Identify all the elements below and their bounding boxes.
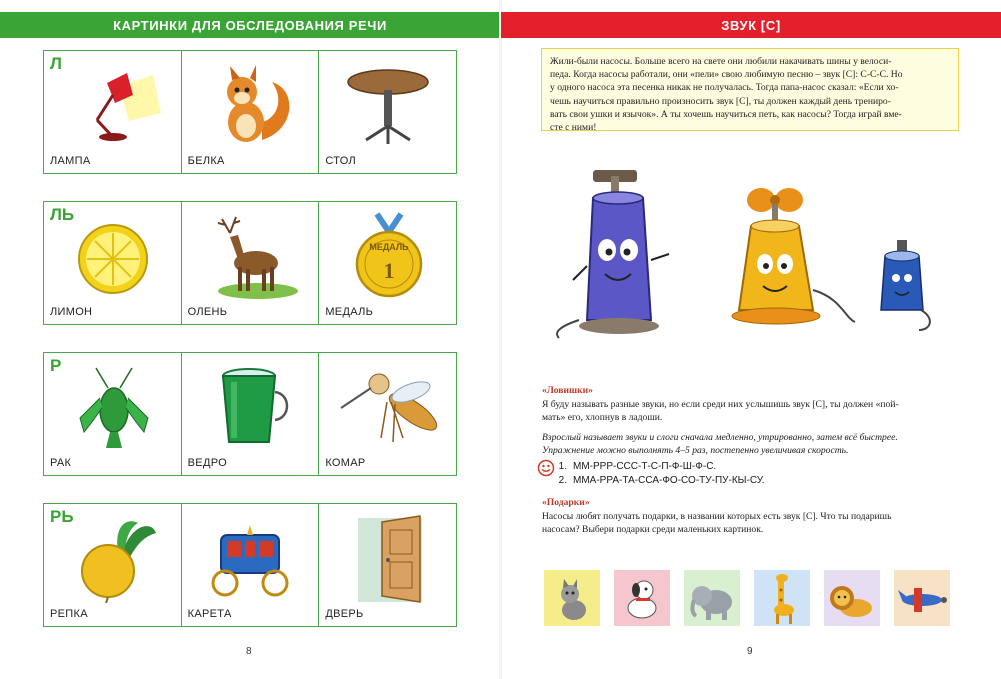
gift-lion[interactable]	[824, 570, 880, 626]
mosquito-icon	[319, 361, 456, 453]
gift-puppy[interactable]	[614, 570, 670, 626]
game-text-line: мать» его, хлопнув в ладоши.	[542, 412, 663, 424]
drill-number: 2.	[558, 474, 567, 486]
giraffe-icon	[754, 570, 810, 626]
card-turnip	[44, 504, 182, 626]
instruction-line: Взрослый называет звуки и слоги сначала медленно, утрированно, затем всё быстрее.	[542, 431, 898, 443]
card-row-r-soft	[43, 503, 457, 627]
card-word: КОМАР	[325, 457, 366, 469]
card-row-l	[43, 50, 457, 174]
letter-label: ЛЬ	[50, 205, 75, 224]
story-line: вать свои ушки и язычок». А ты хочешь научиться петь, как насосы? Тогда играй вме-	[550, 108, 902, 120]
drill-item	[539, 459, 959, 473]
card-word: ЛАМПА	[50, 155, 91, 167]
card-squirrel	[182, 51, 320, 173]
card-word: БЕЛКА	[187, 155, 225, 167]
gift-kitten[interactable]	[544, 570, 600, 626]
drill-text: ММА-РРА-ТА-ССА-ФО-СО-ТУ-ПУ-КЫ-СУ.	[573, 474, 765, 486]
letter-label: Л	[50, 54, 62, 73]
card-word: ОЛЕНЬ	[187, 306, 228, 318]
card-word: ВЕДРО	[187, 457, 227, 469]
drill-list	[539, 459, 959, 487]
card-lamp	[44, 51, 182, 173]
story-line: сте с ними!	[550, 122, 597, 134]
game-text-line: насосам? Выбери подарки среди маленьких картинок.	[542, 524, 764, 536]
card-lemon	[44, 202, 182, 324]
story-line: у одного насоса эта песенка никак не получалась. Тогда папа-насос сказал: «Если хо-	[550, 82, 899, 94]
card-carriage	[182, 504, 320, 626]
card-word: РЕПКА	[50, 608, 88, 620]
instruction-line: Упражнение можно выполнять 4–5 раз, постепенно увеличивая скорость.	[542, 445, 849, 457]
card-row-r	[43, 352, 457, 476]
medal-number: 1	[383, 258, 395, 283]
card-mosquito	[319, 353, 456, 475]
right-page	[501, 0, 1001, 679]
medal-text: МЕДАЛЬ	[369, 242, 409, 252]
right-header: ЗВУК [С]	[501, 12, 1001, 38]
elephant-icon	[684, 570, 740, 626]
card-word: ДВЕРЬ	[325, 608, 364, 620]
card-deer	[182, 202, 320, 324]
game-text-line: Насосы любят получать подарки, в названии которых есть звук [С]. Что ты подаришь	[542, 510, 892, 522]
letter-label: Р	[50, 356, 62, 375]
story-line: педа. Когда насосы работали, они «пели» свою любимую песню – звук [С]: С-С-С. Но	[550, 69, 903, 81]
card-crayfish	[44, 353, 182, 475]
left-page	[0, 0, 500, 679]
deer-icon	[182, 210, 319, 302]
airplane-icon	[894, 570, 950, 626]
game-podarki	[542, 496, 962, 537]
smiley-icon	[537, 459, 555, 477]
card-word: МЕДАЛЬ	[325, 306, 374, 318]
squirrel-icon	[182, 59, 319, 151]
letter-label: РЬ	[50, 507, 74, 526]
table-icon	[319, 59, 456, 151]
bucket-icon	[182, 361, 319, 453]
gift-airplane[interactable]	[894, 570, 950, 626]
card-table	[319, 51, 456, 173]
lion-icon	[824, 570, 880, 626]
card-row-l-soft	[43, 201, 457, 325]
game-lovishki	[542, 384, 962, 458]
card-bucket	[182, 353, 320, 475]
story-line: чешь научиться правильно произносить звук [С], ты должен каждый день трениро-	[550, 95, 891, 107]
turnip-icon	[44, 512, 181, 604]
left-header: КАРТИНКИ ДЛЯ ОБСЛЕДОВАНИЯ РЕЧИ	[0, 12, 500, 38]
page-number: 9	[747, 646, 753, 657]
card-medal	[319, 202, 456, 324]
drill-item	[539, 473, 959, 487]
carriage-icon	[182, 512, 319, 604]
card-word: ЛИМОН	[50, 306, 93, 318]
gift-giraffe[interactable]	[754, 570, 810, 626]
page-number: 8	[246, 646, 252, 657]
drill-number: 1.	[558, 460, 567, 472]
kitten-icon	[544, 570, 600, 626]
story-line: Жили-были насосы. Больше всего на свете они любили накачивать шины у велоси-	[550, 56, 892, 67]
game-title: «Ловишки»	[542, 385, 593, 396]
card-word: РАК	[50, 457, 72, 469]
game-text-line: Я буду называть разные звуки, но если среди них услышишь звук [С], ты должен «пой-	[542, 398, 899, 410]
card-word: КАРЕТА	[187, 608, 232, 620]
story-box	[541, 48, 959, 134]
door-icon	[319, 512, 456, 604]
puppy-icon	[614, 570, 670, 626]
game-title: «Подарки»	[542, 497, 590, 508]
gift-elephant[interactable]	[684, 570, 740, 626]
pumps-illustration	[551, 170, 941, 350]
crayfish-icon	[44, 361, 181, 453]
medal-icon	[319, 210, 456, 302]
drill-text: ММ-РРР-ССС-Т-С-П-Ф-Ш-Ф-С.	[573, 460, 717, 472]
lemon-icon	[44, 210, 181, 302]
card-door	[319, 504, 456, 626]
card-word: СТОЛ	[325, 155, 356, 167]
lamp-icon	[44, 59, 181, 151]
